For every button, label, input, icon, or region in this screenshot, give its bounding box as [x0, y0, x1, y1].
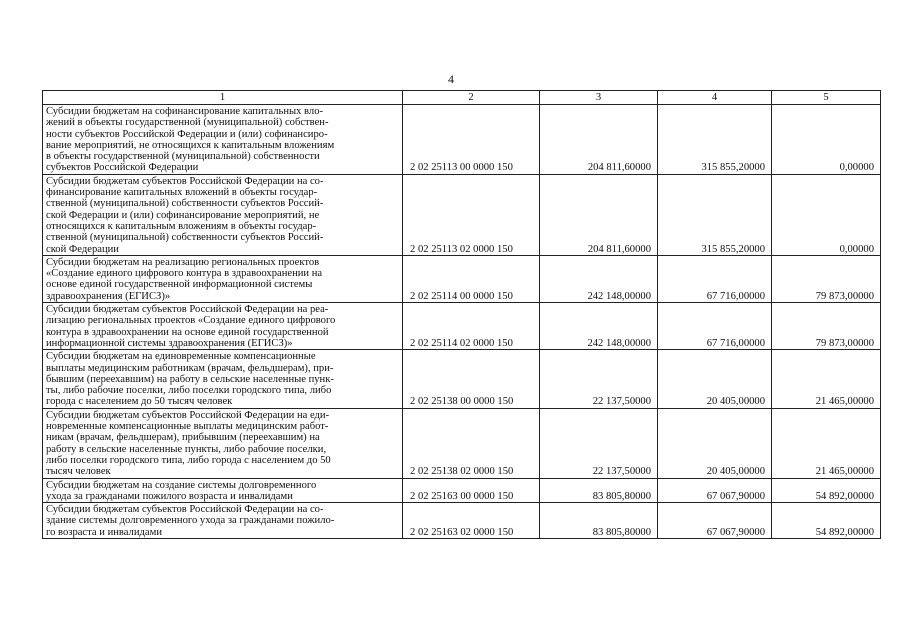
description-line: Субсидии бюджетам на реализацию региональных проектов [46, 256, 320, 268]
description-line: города с населением до 50 тысяч человек [46, 396, 233, 408]
amount-column-4: 315 855,20000 [658, 174, 772, 255]
description-line: работу в сельские населенные пункты, либо рабочие поселки, [46, 443, 327, 455]
description-line: либо поселки городского типа, либо города с населением до 50 [46, 454, 331, 466]
description-line: лизацию региональных проектов «Создание единого цифрового [46, 315, 336, 327]
description-line: ности субъектов Российской Федерации и (или) софинансиро- [46, 128, 328, 140]
table-body [43, 105, 881, 539]
description-line: вание мероприятий, не относящихся к капитальным вложениям [46, 139, 335, 151]
amount-column-5: 54 892,00000 [772, 478, 881, 503]
row-description [43, 408, 403, 478]
description-line: здание системы долговременного ухода за гражданами пожило- [46, 515, 335, 527]
description-line: здравоохранения (ЕГИСЗ)» [46, 290, 171, 302]
description-line: ственной (муниципальной) собственности субъектов Россий- [46, 198, 324, 210]
description-line: ственной (муниципальной) собственности субъектов Россий- [46, 232, 324, 244]
column-number-row [43, 91, 881, 105]
amount-column-4: 315 855,20000 [658, 105, 772, 175]
page-number: 4 [448, 72, 454, 86]
description-line: относящихся к капитальным вложениям в объекты государ- [46, 220, 317, 232]
amount-column-3: 242 148,00000 [540, 303, 658, 350]
description-line: Субсидии бюджетам на создание системы долговременного [46, 479, 317, 491]
column-header-4: 4 [658, 91, 772, 105]
amount-column-4: 20 405,00000 [658, 350, 772, 408]
amount-column-5: 79 873,00000 [772, 303, 881, 350]
budget-classification-code: 2 02 25113 02 0000 150 [403, 174, 540, 255]
description-line: Субсидии бюджетам на единовременные компенсационные [46, 351, 316, 363]
amount-column-3: 83 805,80000 [540, 503, 658, 539]
description-line: Субсидии бюджетам субъектов Российской Федерации на реа- [46, 304, 329, 316]
amount-column-5: 0,00000 [772, 105, 881, 175]
amount-column-3: 204 811,60000 [540, 105, 658, 175]
description-line: Субсидии бюджетам на софинансирование капитальных вло- [46, 106, 324, 117]
column-header-3: 3 [540, 91, 658, 105]
table-row [43, 408, 881, 478]
budget-table [42, 90, 881, 539]
table-row [43, 503, 881, 539]
budget-classification-code: 2 02 25163 02 0000 150 [403, 503, 540, 539]
table-row [43, 478, 881, 503]
description-line: контура в здравоохранении на основе единой государственной [46, 326, 329, 338]
row-description [43, 478, 403, 503]
description-line: ской Федерации [46, 243, 119, 255]
description-line: Субсидии бюджетам субъектов Российской Федерации на со- [46, 504, 324, 516]
description-line: бывшим (переехавшим) на работу в сельские населенные пунк- [46, 373, 334, 385]
amount-column-5: 21 465,00000 [772, 350, 881, 408]
description-line: основе единой государственной информационной системы [46, 279, 313, 291]
amount-column-3: 204 811,60000 [540, 174, 658, 255]
description-line: тысяч человек [46, 466, 111, 478]
budget-classification-code: 2 02 25138 02 0000 150 [403, 408, 540, 478]
budget-classification-code: 2 02 25114 00 0000 150 [403, 255, 540, 302]
description-line: ухода за гражданами пожилого возраста и инвалидами [46, 490, 293, 502]
row-description [43, 303, 403, 350]
description-line: выплаты медицинским работникам (врачам, фельдшерам), при- [46, 362, 334, 374]
amount-column-4: 67 067,90000 [658, 503, 772, 539]
amount-column-5: 79 873,00000 [772, 255, 881, 302]
table-row [43, 105, 881, 175]
row-description [43, 350, 403, 408]
description-line: субъектов Российской Федерации [46, 162, 199, 174]
column-header-5: 5 [772, 91, 881, 105]
amount-column-5: 54 892,00000 [772, 503, 881, 539]
description-line: новременные компенсационные выплаты медицинским работ- [46, 421, 329, 433]
row-description [43, 105, 403, 175]
row-description [43, 174, 403, 255]
table-row [43, 255, 881, 302]
description-line: го возраста и инвалидами [46, 526, 162, 538]
description-line: ты, либо рабочие поселки, либо поселки городского типа, либо [46, 385, 332, 397]
amount-column-3: 22 137,50000 [540, 408, 658, 478]
description-line: жений в объекты государственной (муниципальной) собствен- [46, 117, 329, 129]
table-header [43, 91, 881, 105]
amount-column-4: 20 405,00000 [658, 408, 772, 478]
table-row [43, 174, 881, 255]
amount-column-3: 242 148,00000 [540, 255, 658, 302]
row-description [43, 503, 403, 539]
table-row [43, 303, 881, 350]
amount-column-4: 67 716,00000 [658, 303, 772, 350]
description-line: в объекты государственной (муниципальной) собственности [46, 151, 320, 163]
column-header-2: 2 [403, 91, 540, 105]
amount-column-4: 67 067,90000 [658, 478, 772, 503]
budget-classification-code: 2 02 25113 00 0000 150 [403, 105, 540, 175]
budget-classification-code: 2 02 25114 02 0000 150 [403, 303, 540, 350]
description-line: информационной системы здравоохранения (ЕГИСЗ)» [46, 337, 293, 349]
amount-column-4: 67 716,00000 [658, 255, 772, 302]
amount-column-3: 22 137,50000 [540, 350, 658, 408]
table-row [43, 350, 881, 408]
description-line: Субсидии бюджетам субъектов Российской Федерации на еди- [46, 409, 330, 421]
column-header-1: 1 [43, 91, 403, 105]
budget-classification-code: 2 02 25138 00 0000 150 [403, 350, 540, 408]
description-line: никам (врачам, фельдшерам), прибывшим (переехавшим) на [46, 432, 320, 444]
row-description [43, 255, 403, 302]
amount-column-3: 83 805,80000 [540, 478, 658, 503]
amount-column-5: 0,00000 [772, 174, 881, 255]
budget-classification-code: 2 02 25163 00 0000 150 [403, 478, 540, 503]
description-line: ской Федерации и (или) софинансирование мероприятий, не [46, 209, 320, 221]
description-line: Субсидии бюджетам субъектов Российской Федерации на со- [46, 175, 324, 187]
description-line: «Создание единого цифрового контура в здравоохранении на [46, 268, 323, 280]
amount-column-5: 21 465,00000 [772, 408, 881, 478]
description-line: финансирование капитальных вложений в объекты государ- [46, 187, 318, 199]
